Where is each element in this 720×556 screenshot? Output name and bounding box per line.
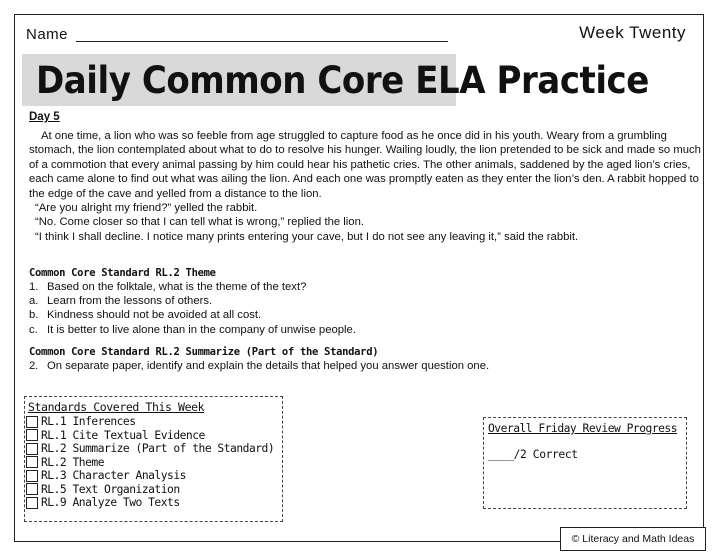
checkbox[interactable] xyxy=(26,456,38,468)
question-number: 2. xyxy=(29,360,39,372)
question-text: On separate paper, identify and explain the details that helped you answer question one. xyxy=(47,360,490,372)
standard-label: RL.2 Summarize (Part of the Standard) xyxy=(41,442,275,455)
standard-label: RL.1 Inferences xyxy=(41,415,136,428)
option-text: Learn from the lessons of others. xyxy=(47,295,213,308)
standards-heading: Standards Covered This Week xyxy=(28,400,205,414)
page-title: Daily Common Core ELA Practice xyxy=(36,59,649,102)
checkbox[interactable] xyxy=(26,470,38,482)
name-label: Name xyxy=(26,26,69,43)
standard-checkbox-item[interactable] xyxy=(26,456,104,469)
standards-covered-box xyxy=(24,396,283,522)
copyright-label: © Literacy and Math Ideas xyxy=(560,527,706,551)
review-progress-box xyxy=(483,417,687,509)
standard-checkbox-item[interactable] xyxy=(26,429,205,442)
name-line[interactable] xyxy=(76,41,448,42)
standard-label: RL.9 Analyze Two Texts xyxy=(41,496,180,509)
checkbox[interactable] xyxy=(26,429,38,441)
standard-checkbox-item[interactable] xyxy=(26,469,186,482)
checkbox[interactable] xyxy=(26,416,38,428)
review-heading: Overall Friday Review Progress xyxy=(488,422,678,435)
question-2 xyxy=(29,359,489,373)
standard-label: RL.2 Theme xyxy=(41,455,105,469)
answer-option[interactable] xyxy=(29,294,356,308)
answer-option[interactable] xyxy=(29,323,356,337)
standard-label: RL.5 Text Organization xyxy=(41,482,180,496)
standard-label: RL.3 Character Analysis xyxy=(41,469,186,482)
standard-checkbox-item[interactable] xyxy=(26,483,180,496)
passage-dialogue-line: “I think I shall decline. I notice many prints entering your cave, but I do not see any leaving it,” said the rabbit. xyxy=(35,230,579,243)
passage-paragraph: At one time, a lion who was so feeble from age struggled to capture food as he once did in his youth. Weary from a grumbling stomach, the lion contemplated about what to do to resolve his hunger. Wailing loudly, the lion pretended to be sick and made so much of a commotion that every animal passing by him could hear his pathetic cries. The other animals, saddened by the aged lion’s cries, each came alone to find out what was ailing the lion. And each one was promptly eaten as they enter the lion’s den. A rabbit hopped to the edge of the cave and yelled from a distance to the lion. xyxy=(29,130,701,200)
standard-checkbox-item[interactable] xyxy=(26,442,274,455)
passage-dialogue-line: “No. Come closer so that I can tell what is wrong,” replied the lion. xyxy=(35,216,365,229)
checkbox[interactable] xyxy=(26,483,38,495)
correct-count-field[interactable]: ____/2 Correct xyxy=(488,448,578,461)
day-label: Day 5 xyxy=(29,111,60,123)
question-1 xyxy=(29,280,356,337)
standard-heading-theme: Common Core Standard RL.2 Theme xyxy=(29,267,216,279)
answer-option[interactable] xyxy=(29,308,356,322)
standard-label: RL.1 Cite Textual Evidence xyxy=(41,428,205,442)
passage xyxy=(29,129,704,244)
option-text: Kindness should not be avoided at all cost. xyxy=(47,309,262,322)
question-text: Based on the folktale, what is the theme of the text? xyxy=(47,281,307,293)
option-letter: c. xyxy=(29,323,38,336)
standard-heading-summarize: Common Core Standard RL.2 Summarize (Part of the Standard) xyxy=(29,346,379,358)
option-text: It is better to live alone than in the company of unwise people. xyxy=(47,323,356,336)
standard-checkbox-item[interactable] xyxy=(26,496,180,509)
passage-dialogue-line: “Are you alright my friend?” yelled the rabbit. xyxy=(35,202,258,215)
checkbox[interactable] xyxy=(26,443,38,455)
option-letter: b. xyxy=(29,309,39,322)
question-number: 1. xyxy=(29,281,39,293)
standard-checkbox-item[interactable] xyxy=(26,415,136,428)
option-letter: a. xyxy=(29,295,39,308)
checkbox[interactable] xyxy=(26,497,38,509)
week-label: Week Twenty xyxy=(579,23,686,42)
